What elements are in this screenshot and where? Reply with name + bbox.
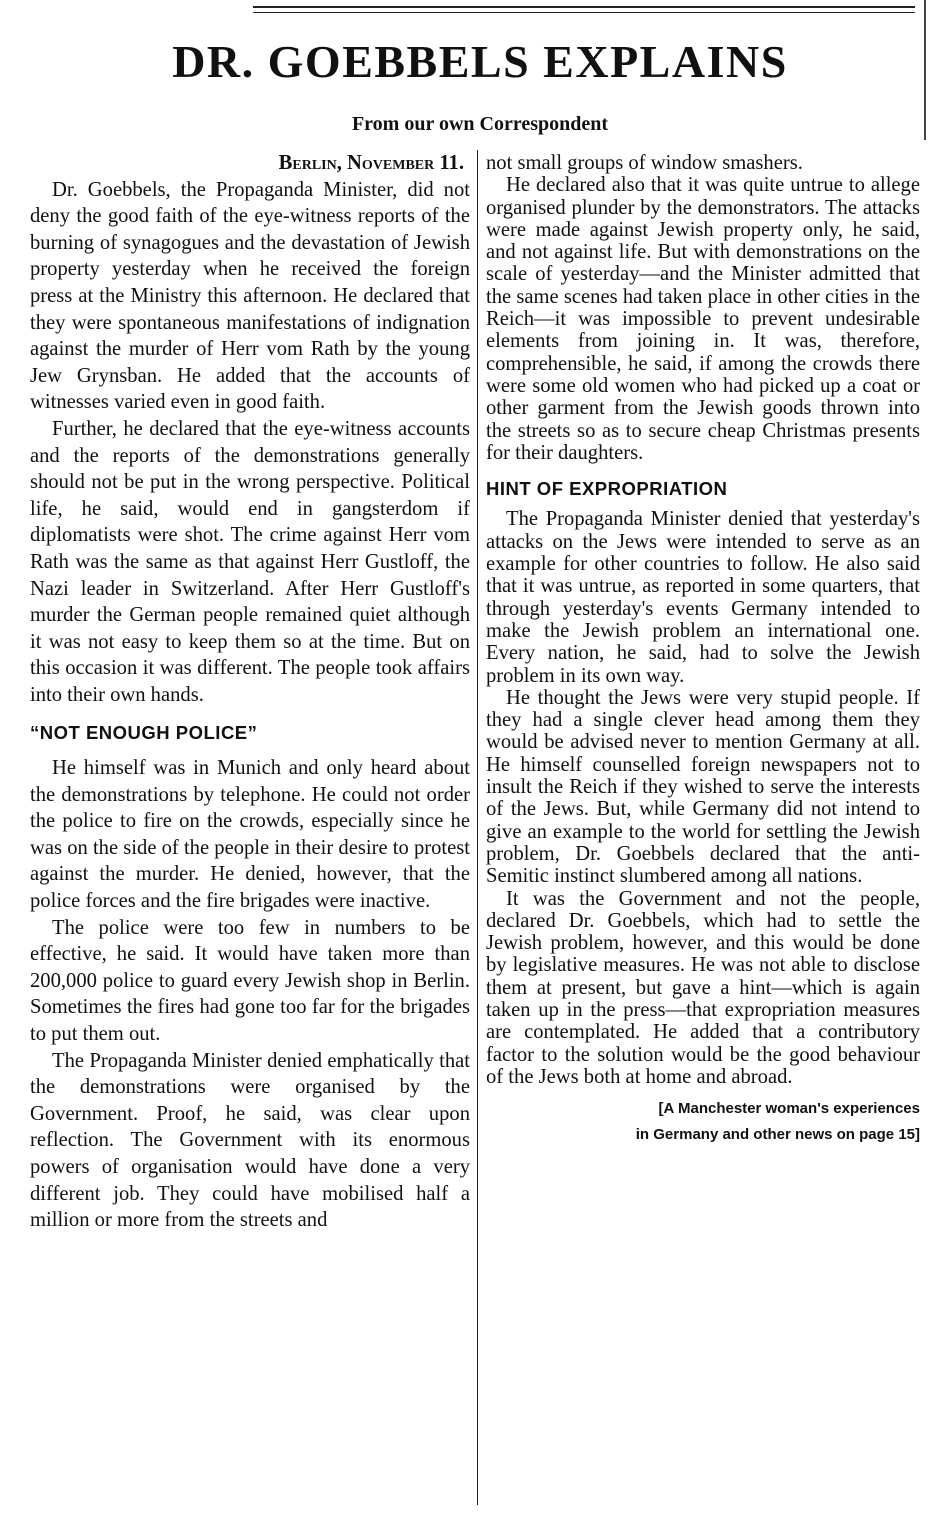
paragraph: The Propaganda Minister denied that yesterday's attacks on the Jews were intended to serve as an example for other countries to follow. He also said that it was untrue, as reported in some quarters, that through yesterday's events Germany intended to make the Jewish problem an international one. Every nation, he said, had to solve the Jewish problem in its own way.	[486, 508, 920, 687]
headline: DR. GOEBBELS EXPLAINS	[172, 36, 788, 87]
paragraph: He himself was in Munich and only heard about the demonstrations by telephone. He could not order the police to fire on the crowds, especially since he was on the side of the people in their desire to protest against the murder. He denied, however, that the police forces and the fire brigades were inactive.	[30, 757, 470, 913]
footnote-line: in Germany and other news on page 15]	[635, 1126, 920, 1144]
adjacent-column-edge	[924, 0, 940, 140]
paragraph: Further, he declared that the eye-witness accounts and the reports of the demonstrations generally should not be put in the wrong perspective. Political life, he said, would end in gangsterdom if diplomatists were shot. The crime against Herr vom Rath was the same as that against Herr Gustloff, the Nazi leader in Switzerland. After Herr Gustloff's murder the German people remained quiet although it was not easy to keep them so at the time. But on this occasion it was different. The people took affairs into their own hands.	[30, 417, 470, 706]
right-column	[486, 152, 920, 1148]
paragraph: The police were too few in numbers to be effective, he said. It would have taken more than 200,000 police to guard every Jewish shop in Berlin. Sometimes the fires had gone too far for the brigades to put them out.	[30, 916, 470, 1045]
paragraph-continuation: not small groups of window smashers.	[486, 152, 803, 174]
top-rule	[253, 6, 915, 8]
dateline: Berlin, November 11.	[278, 152, 464, 174]
paragraph: He thought the Jews were very stupid people. If they had a single clever head among them they would be advised never to mention Germany at all. He himself counselled foreign newspapers not to insult the Reich if they wished to serve the interests of the Jews. But, while Germany did not intend to give an example to the world for settling the Jewish problem, Dr. Goebbels declared that the anti-Semitic instinct slumbered among all nations.	[486, 686, 920, 888]
paragraph: It was the Government and not the people, declared Dr. Goebbels, which had to settle the Jewish problem, however, and this would be done by legislative measures. He was not able to disclose them at present, but gave a hint—which is again taken up in the press—that expropriation measures are contemplated. He added that a contributory factor to the solution would be the good behaviour of the Jews both at home and abroad.	[486, 887, 920, 1088]
paragraph: Dr. Goebbels, the Propaganda Minister, did not deny the good faith of the eye-witness reports of the burning of synagogues and the devastation of Jewish property yesterday when he received the foreign press at the Ministry this afternoon. He declared that they were spontaneous manifestations of indignation against the murder of Herr vom Rath by the young Jew Grynsban. He added that the accounts of witnesses varied even in good faith.	[30, 178, 470, 414]
top-rule-thin	[253, 12, 915, 13]
paragraph: He declared also that it was quite untrue to allege organised plunder by the demonstrators. The attacks were made against Jewish property only, he said, and not against life. But with demonstrations on the scale of yesterday—and the Minister admitted that the same scenes had taken place in other cities in the Reich—it was impossible to prevent undesirable elements from joining in. It was, therefore, comprehensible, he said, if among the crowds there were some old women who had picked up a coat or other garment from the Jewish goods thrown into the streets so as to secure cheap Christmas presents for their daughters.	[486, 174, 920, 464]
paragraph: The Propaganda Minister denied emphatically that the demonstrations were organised by the Government. Proof, he said, was clear upon reflection. The Government with its enormous powers of organisation would have done a very different job. They could have mobilised half a million or more from the streets and	[30, 1049, 470, 1232]
left-column	[30, 150, 470, 1234]
footnote-line: [A Manchester woman's experiences	[658, 1100, 920, 1118]
byline: From our own Correspondent	[351, 113, 609, 135]
footnote	[486, 1096, 920, 1148]
column-divider	[477, 150, 478, 1505]
subhead-not-enough-police: “NOT ENOUGH POLICE”	[30, 722, 258, 744]
subhead-hint-of-expropriation: HINT OF EXPROPRIATION	[486, 478, 728, 500]
